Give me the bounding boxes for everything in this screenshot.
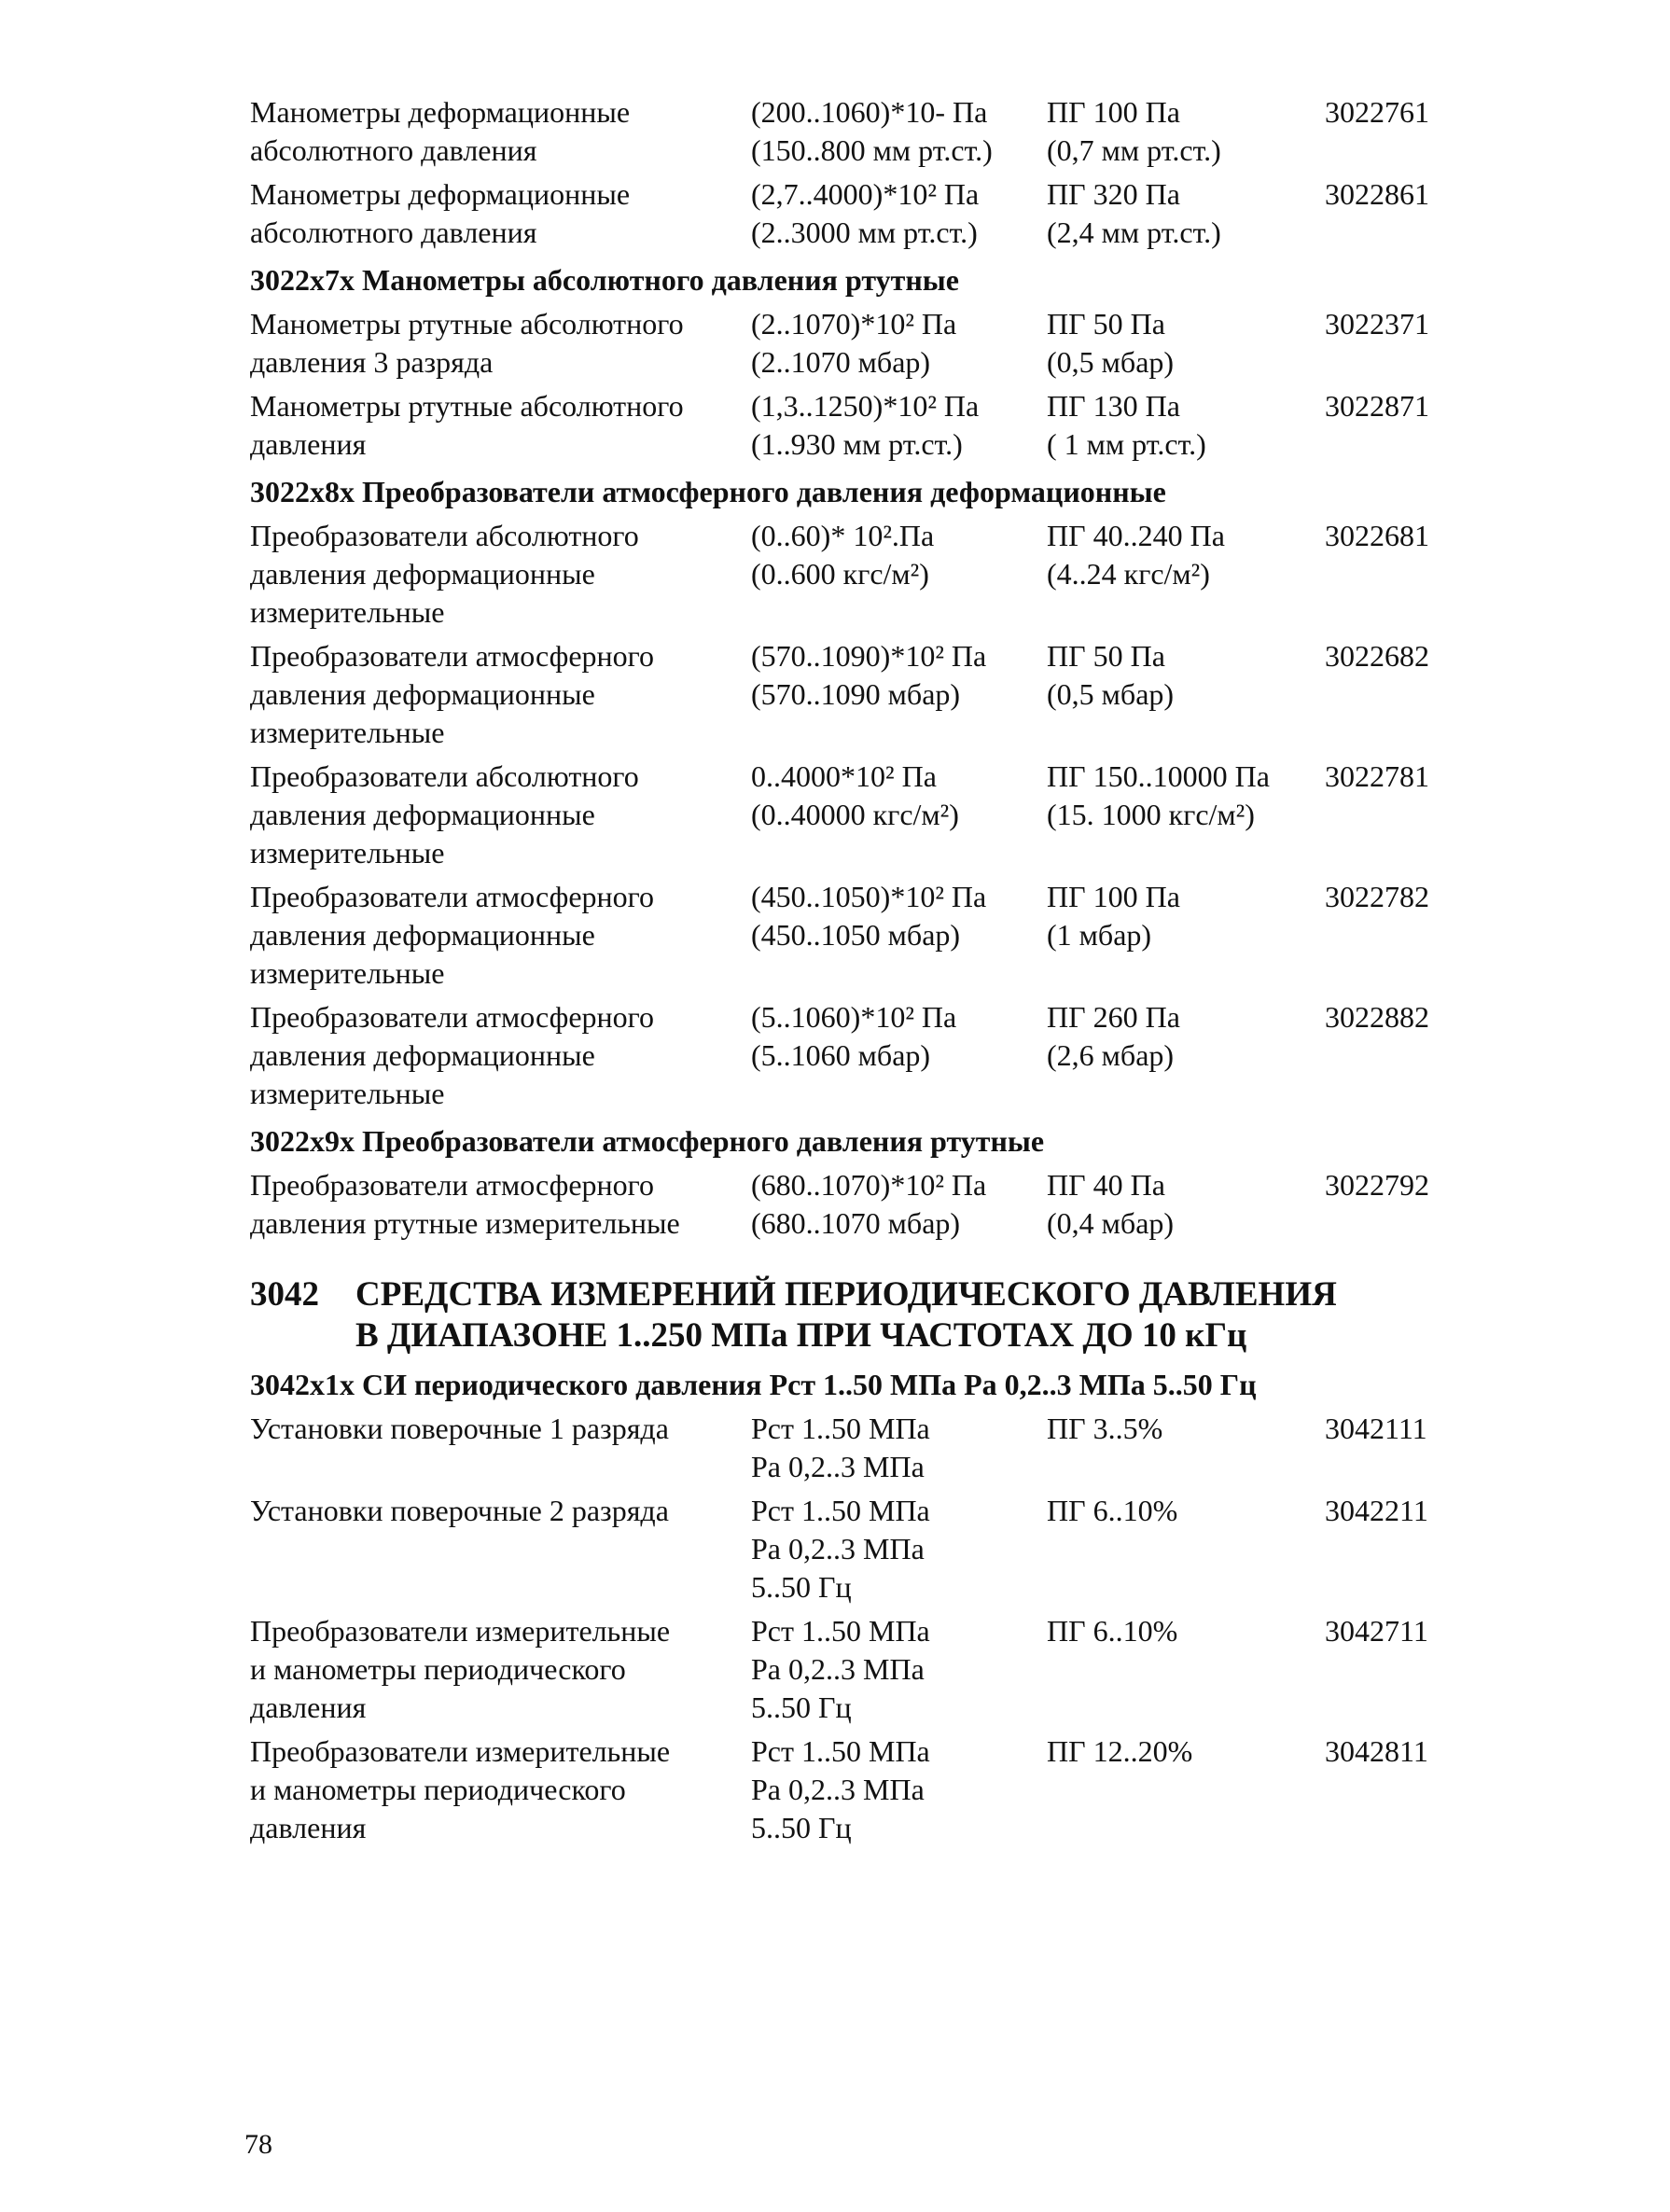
code-cell: 3022782: [1325, 880, 1429, 913]
measurement-range-line: (1..930 мм рт.ст.): [751, 427, 963, 461]
error-limit-line: (0,7 мм рт.ст.): [1047, 133, 1221, 167]
error-limit-line: (15. 1000 кгс/м²): [1047, 798, 1255, 831]
error-limit-line: (0,4 мбар): [1047, 1206, 1175, 1240]
error-limit-cell: [1047, 517, 1325, 632]
measurement-range-cell: [751, 1492, 1047, 1607]
instrument-name-cell: [250, 878, 751, 993]
instrument-name-line: измерительные: [250, 595, 445, 629]
instrument-name-line: и манометры периодического: [250, 1773, 626, 1806]
code-cell: 3022682: [1325, 639, 1429, 673]
instrument-name-line: измерительные: [250, 716, 445, 749]
instrument-name-cell: [250, 1492, 751, 1607]
table-row: [250, 998, 1454, 1113]
error-limit-line: (0,5 мбар): [1047, 677, 1175, 711]
error-limit-line: ПГ 3..5%: [1047, 1412, 1163, 1445]
error-limit-cell: [1047, 305, 1325, 382]
instrument-name-line: абсолютного давления: [250, 216, 537, 249]
measurement-range-line: (450..1050)*10² Па: [751, 880, 987, 913]
measurement-range-line: Рст 1..50 МПа: [751, 1614, 930, 1648]
error-limit-cell: [1047, 175, 1325, 252]
subsection-heading-3042-1x: 3042x1x СИ периодического давления Рст 1..50 МПа Ра 0,2..3 МПа 5..50 Гц: [250, 1368, 1257, 1401]
code-cell: 3022781: [1325, 759, 1429, 793]
error-limit-cell: [1047, 1612, 1325, 1727]
instrument-name-line: Манометры деформационные: [250, 95, 631, 129]
measurement-range-line: 0..4000*10² Па: [751, 759, 937, 793]
instrument-name-cell: [250, 387, 751, 464]
measurement-range-line: (0..60)* 10².Па: [751, 519, 935, 552]
measurement-range-line: (0..40000 кгс/м²): [751, 798, 959, 831]
error-limit-line: ПГ 40..240 Па: [1047, 519, 1225, 552]
instrument-name-line: давления: [250, 427, 367, 461]
error-limit-cell: [1047, 878, 1325, 993]
error-limit-line: (2,4 мм рт.ст.): [1047, 216, 1221, 249]
page-number: 78: [244, 2129, 272, 2160]
section-title-line-1: СРЕДСТВА ИЗМЕРЕНИЙ ПЕРИОДИЧЕСКОГО ДАВЛЕНИЯ: [355, 1275, 1337, 1314]
instrument-name-cell: [250, 517, 751, 632]
code-cell: 3042811: [1325, 1734, 1428, 1768]
error-limit-cell: [1047, 387, 1325, 464]
subsection-heading-8x: 3022x8x Преобразователи атмосферного давления деформационные: [250, 475, 1166, 508]
measurement-range-line: Рст 1..50 МПа: [751, 1412, 930, 1445]
measurement-range-line: Рст 1..50 МПа: [751, 1734, 930, 1768]
rows-group-e: [250, 1410, 1454, 1847]
instrument-name-line: давления: [250, 1811, 367, 1844]
table-row: [250, 175, 1454, 252]
measurement-range-line: (2..1070)*10² Па: [751, 307, 957, 341]
measurement-range-cell: [751, 93, 1047, 170]
error-limit-cell: [1047, 1732, 1325, 1847]
page-content: [250, 93, 1454, 1853]
rows-group-a: [250, 93, 1454, 252]
instrument-name-cell: [250, 1410, 751, 1486]
measurement-range-cell: [751, 175, 1047, 252]
code-cell: 3022861: [1325, 177, 1429, 211]
measurement-range-line: 5..50 Гц: [751, 1570, 852, 1604]
table-row: [250, 758, 1454, 872]
instrument-name-cell: [250, 305, 751, 382]
instrument-name-line: давления деформационные: [250, 677, 595, 711]
code-cell: 3042711: [1325, 1614, 1428, 1648]
measurement-range-cell: [751, 305, 1047, 382]
measurement-range-line: Ра 0,2..3 МПа: [751, 1652, 925, 1686]
code-cell: 3022792: [1325, 1168, 1429, 1202]
rows-group-c: [250, 517, 1454, 1113]
measurement-range-line: Рст 1..50 МПа: [751, 1494, 930, 1527]
measurement-range-cell: [751, 517, 1047, 632]
table-row: [250, 1612, 1454, 1727]
instrument-name-line: давления деформационные: [250, 1038, 595, 1072]
measurement-range-cell: [751, 387, 1047, 464]
instrument-name-line: и манометры периодического: [250, 1652, 626, 1686]
code-cell: 3022871: [1325, 389, 1429, 423]
table-row: [250, 93, 1454, 170]
instrument-name-line: Преобразователи абсолютного: [250, 519, 639, 552]
section-heading-3042: [250, 1274, 1454, 1356]
instrument-name-cell: [250, 175, 751, 252]
measurement-range-cell: [751, 1166, 1047, 1243]
error-limit-line: (0,5 мбар): [1047, 345, 1175, 379]
error-limit-line: ( 1 мм рт.ст.): [1047, 427, 1206, 461]
measurement-range-line: Ра 0,2..3 МПа: [751, 1532, 925, 1565]
section-title: [355, 1274, 1454, 1356]
instrument-name-line: Преобразователи измерительные: [250, 1614, 671, 1648]
instrument-name-line: Манометры деформационные: [250, 177, 631, 211]
error-limit-cell: [1047, 93, 1325, 170]
error-limit-line: ПГ 320 Па: [1047, 177, 1180, 211]
measurement-range-line: Ра 0,2..3 МПа: [751, 1773, 925, 1806]
error-limit-line: ПГ 50 Па: [1047, 639, 1165, 673]
instrument-name-line: Преобразователи измерительные: [250, 1734, 671, 1768]
error-limit-cell: [1047, 637, 1325, 752]
measurement-range-cell: [751, 1612, 1047, 1727]
table-row: [250, 1410, 1454, 1486]
table-row: [250, 637, 1454, 752]
instrument-name-cell: [250, 758, 751, 872]
code-cell: 3042211: [1325, 1494, 1428, 1527]
error-limit-line: ПГ 130 Па: [1047, 389, 1180, 423]
instrument-name-line: Преобразователи абсолютного: [250, 759, 639, 793]
error-limit-line: ПГ 150..10000 Па: [1047, 759, 1270, 793]
error-limit-cell: [1047, 1492, 1325, 1607]
instrument-name-line: Установки поверочные 1 разряда: [250, 1412, 669, 1445]
instrument-name-cell: [250, 1166, 751, 1243]
instrument-name-cell: [250, 637, 751, 752]
instrument-name-line: давления ртутные измерительные: [250, 1206, 680, 1240]
measurement-range-line: Ра 0,2..3 МПа: [751, 1450, 925, 1483]
code-cell: 3042111: [1325, 1412, 1427, 1445]
instrument-name-cell: [250, 93, 751, 170]
code-cell: 3022681: [1325, 519, 1429, 552]
measurement-range-cell: [751, 1410, 1047, 1486]
error-limit-line: ПГ 100 Па: [1047, 95, 1180, 129]
table-row: [250, 305, 1454, 382]
error-limit-line: ПГ 260 Па: [1047, 1000, 1180, 1034]
measurement-range-line: (150..800 мм рт.ст.): [751, 133, 993, 167]
error-limit-line: ПГ 100 Па: [1047, 880, 1180, 913]
measurement-range-line: (0..600 кгс/м²): [751, 557, 929, 591]
instrument-name-line: измерительные: [250, 1077, 445, 1110]
section-title-line-2: В ДИАПАЗОНЕ 1..250 МПа ПРИ ЧАСТОТАХ ДО 10 кГц: [355, 1316, 1247, 1355]
measurement-range-line: 5..50 Гц: [751, 1811, 852, 1844]
error-limit-line: ПГ 50 Па: [1047, 307, 1165, 341]
code-cell: 3022761: [1325, 95, 1429, 129]
rows-group-b: [250, 305, 1454, 464]
measurement-range-line: (2,7..4000)*10² Па: [751, 177, 980, 211]
instrument-name-line: Манометры ртутные абсолютного: [250, 389, 684, 423]
error-limit-line: ПГ 6..10%: [1047, 1494, 1178, 1527]
measurement-range-line: (680..1070)*10² Па: [751, 1168, 987, 1202]
instrument-name-cell: [250, 1732, 751, 1847]
table-row: [250, 387, 1454, 464]
error-limit-cell: [1047, 1166, 1325, 1243]
measurement-range-cell: [751, 878, 1047, 993]
measurement-range-line: (200..1060)*10- Па: [751, 95, 988, 129]
error-limit-line: ПГ 40 Па: [1047, 1168, 1165, 1202]
error-limit-cell: [1047, 998, 1325, 1113]
measurement-range-line: (2..1070 мбар): [751, 345, 931, 379]
table-row: [250, 1492, 1454, 1607]
error-limit-line: (2,6 мбар): [1047, 1038, 1175, 1072]
measurement-range-line: (5..1060 мбар): [751, 1038, 931, 1072]
instrument-name-line: измерительные: [250, 956, 445, 990]
instrument-name-cell: [250, 998, 751, 1113]
error-limit-line: ПГ 12..20%: [1047, 1734, 1193, 1768]
instrument-name-line: Преобразователи атмосферного: [250, 639, 654, 673]
subsection-heading-9x: 3022x9x Преобразователи атмосферного давления ртутные: [250, 1124, 1045, 1158]
instrument-name-line: Установки поверочные 2 разряда: [250, 1494, 669, 1527]
code-cell: 3022371: [1325, 307, 1429, 341]
measurement-range-line: (570..1090 мбар): [751, 677, 961, 711]
table-row: [250, 1732, 1454, 1847]
instrument-name-line: абсолютного давления: [250, 133, 537, 167]
instrument-name-line: давления: [250, 1690, 367, 1724]
instrument-name-cell: [250, 1612, 751, 1727]
error-limit-cell: [1047, 758, 1325, 872]
subsection-heading-7x: 3022x7x Манометры абсолютного давления ртутные: [250, 263, 959, 297]
rows-group-d: [250, 1166, 1454, 1243]
table-row: [250, 878, 1454, 993]
code-cell: 3022882: [1325, 1000, 1429, 1034]
table-row: [250, 1166, 1454, 1243]
measurement-range-cell: [751, 998, 1047, 1113]
instrument-name-line: давления 3 разряда: [250, 345, 494, 379]
measurement-range-line: (570..1090)*10² Па: [751, 639, 987, 673]
measurement-range-line: (2..3000 мм рт.ст.): [751, 216, 978, 249]
error-limit-line: ПГ 6..10%: [1047, 1614, 1178, 1648]
instrument-name-line: давления деформационные: [250, 918, 595, 952]
measurement-range-line: (5..1060)*10² Па: [751, 1000, 957, 1034]
measurement-range-line: (680..1070 мбар): [751, 1206, 961, 1240]
instrument-name-line: Преобразователи атмосферного: [250, 1168, 654, 1202]
instrument-name-line: измерительные: [250, 836, 445, 869]
instrument-name-line: давления деформационные: [250, 557, 595, 591]
table-row: [250, 517, 1454, 632]
measurement-range-cell: [751, 1732, 1047, 1847]
section-number: 3042: [250, 1275, 319, 1314]
measurement-range-line: (1,3..1250)*10² Па: [751, 389, 980, 423]
measurement-range-cell: [751, 758, 1047, 872]
error-limit-line: (1 мбар): [1047, 918, 1152, 952]
error-limit-line: (4..24 кгс/м²): [1047, 557, 1210, 591]
instrument-name-line: давления деформационные: [250, 798, 595, 831]
measurement-range-cell: [751, 637, 1047, 752]
measurement-range-line: (450..1050 мбар): [751, 918, 961, 952]
instrument-name-line: Манометры ртутные абсолютного: [250, 307, 684, 341]
instrument-name-line: Преобразователи атмосферного: [250, 1000, 654, 1034]
error-limit-cell: [1047, 1410, 1325, 1486]
instrument-name-line: Преобразователи атмосферного: [250, 880, 654, 913]
measurement-range-line: 5..50 Гц: [751, 1690, 852, 1724]
